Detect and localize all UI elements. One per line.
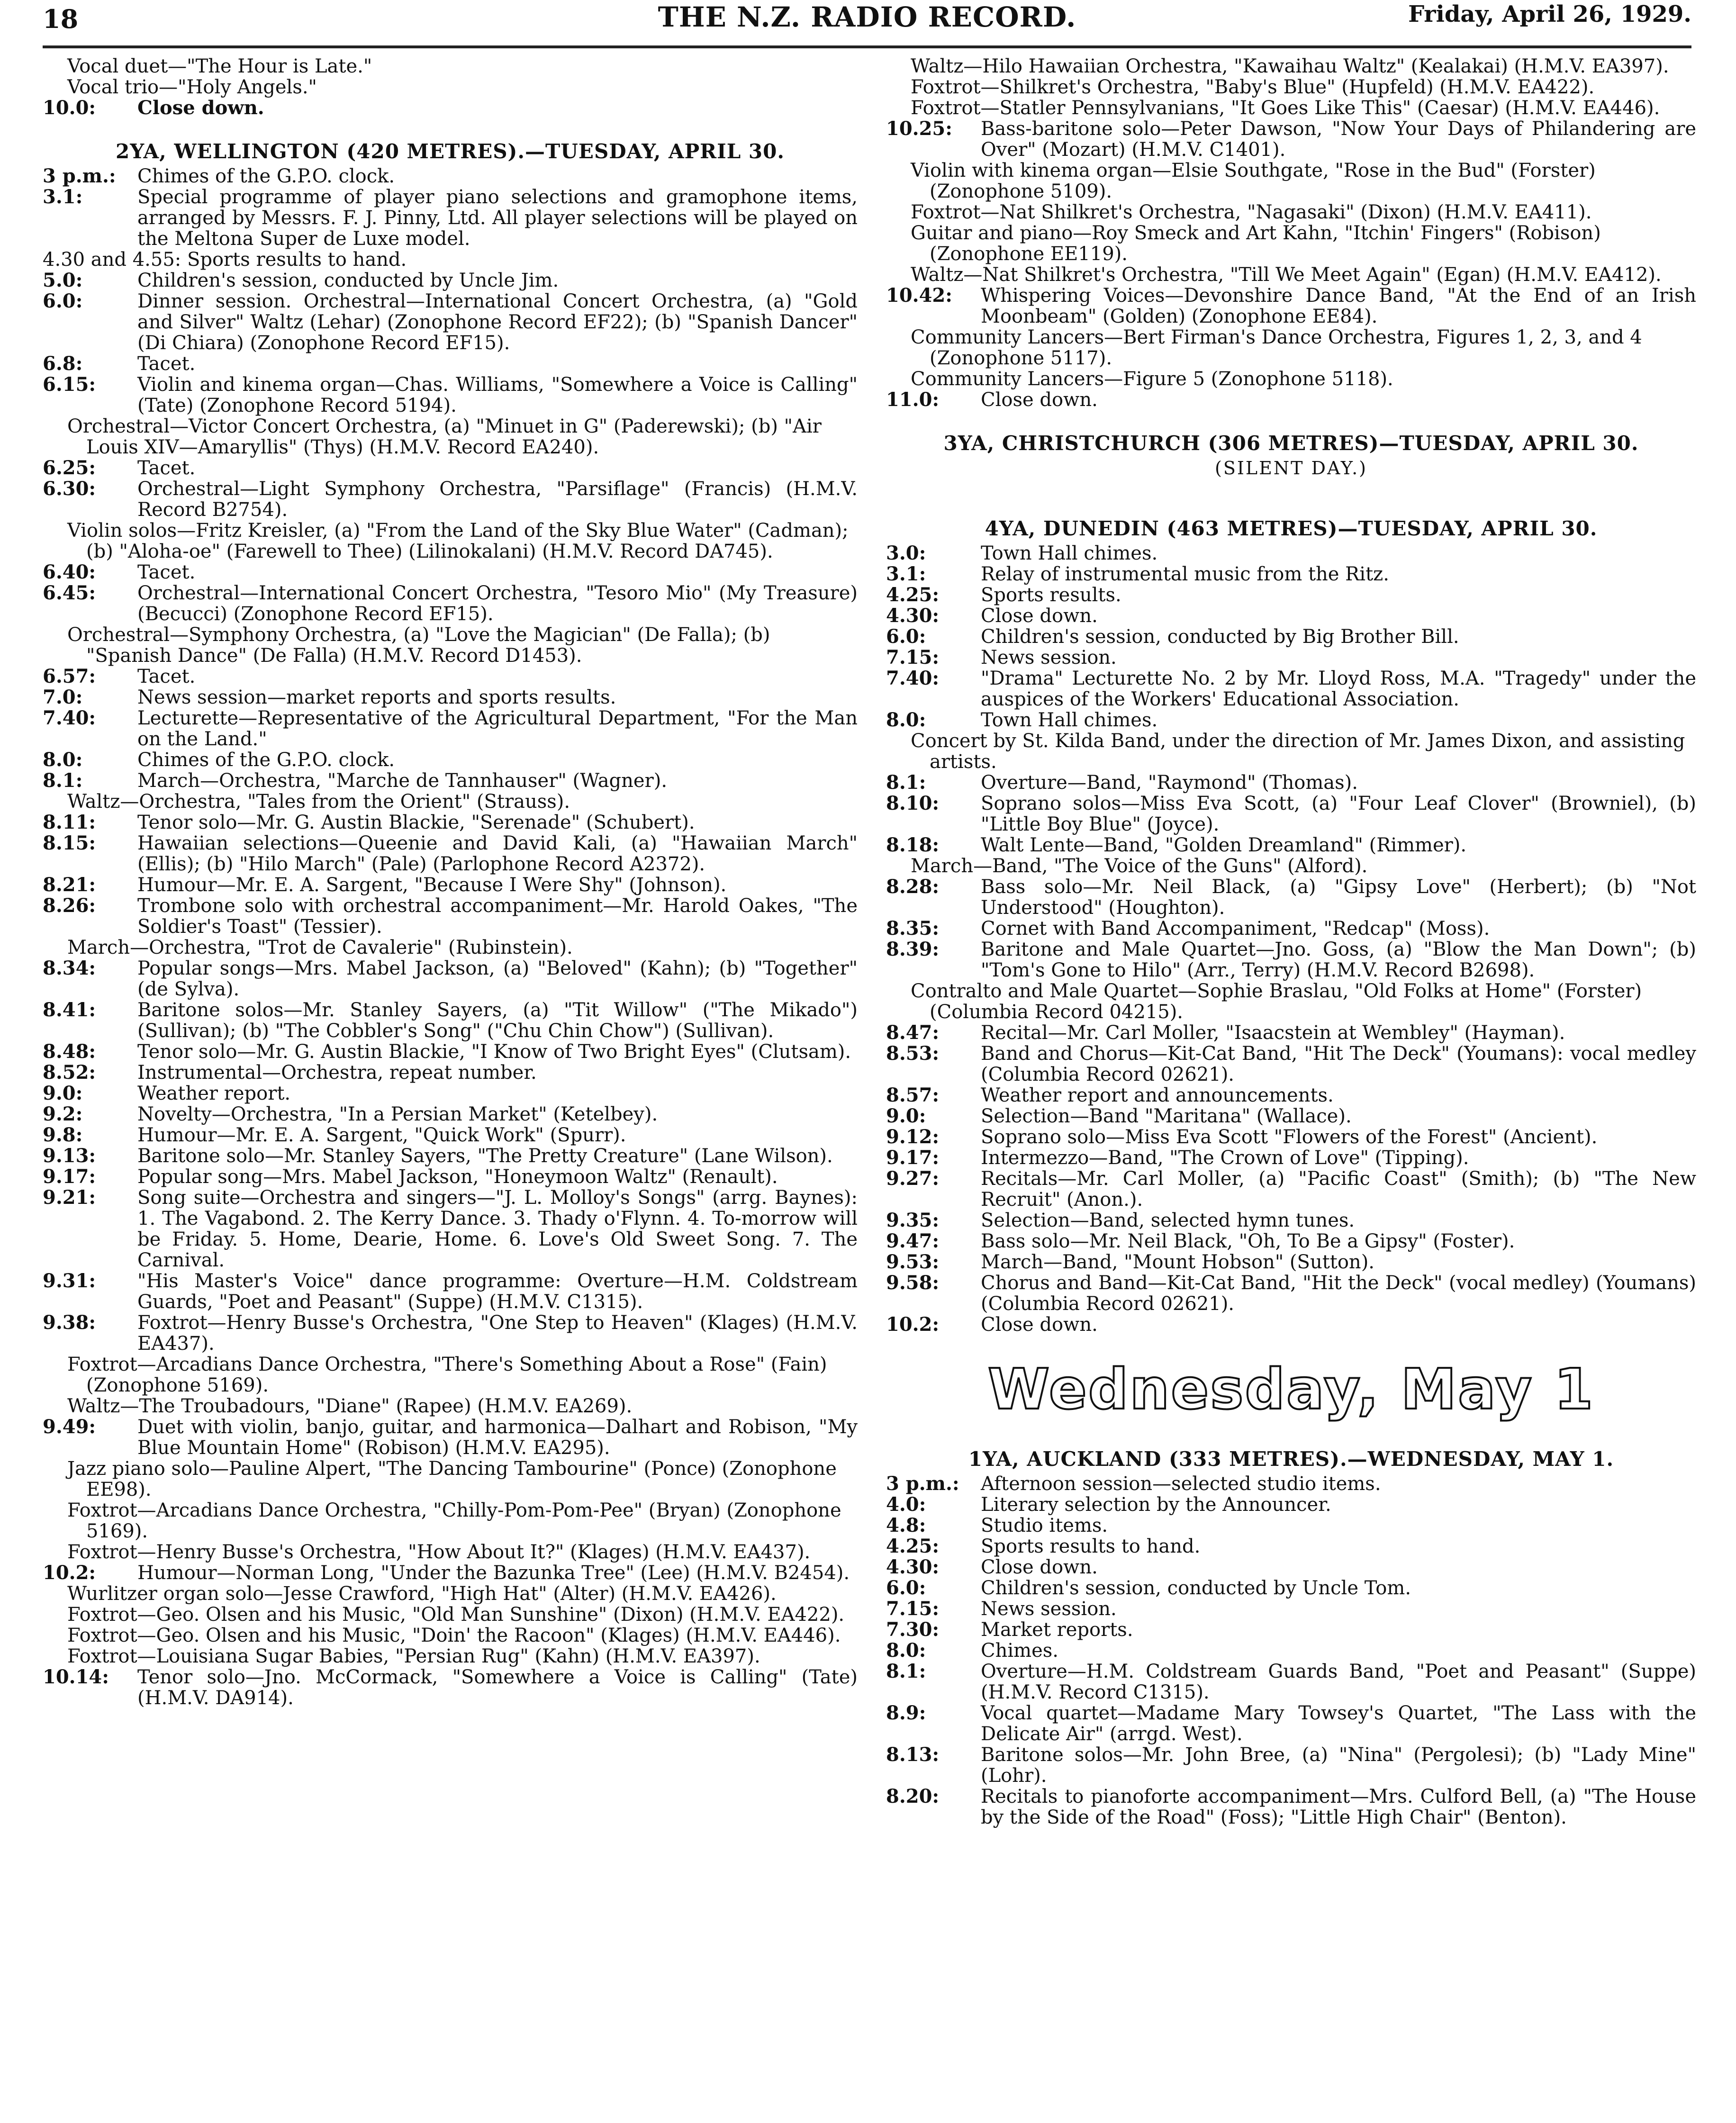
programme-entry bbox=[886, 668, 1696, 710]
entry-text: Selection—Band "Maritana" (Wallace). bbox=[981, 1105, 1352, 1127]
entry-time: 11.0: bbox=[886, 388, 940, 411]
programme-continuation: Orchestral—Symphony Orchestra, (a) "Love the Magician" (De Falla); (b) "Spanish Dance" (De Falla) (H.M.V. Record D1453). bbox=[67, 624, 770, 667]
programme-entry bbox=[43, 1104, 858, 1125]
programme-continuation: Foxtrot—Geo. Olsen and his Music, "Doin' the Racoon" (Klages) (H.M.V. EA446). bbox=[67, 1625, 841, 1646]
entry-time: 9.35: bbox=[886, 1209, 940, 1231]
programme-entry bbox=[43, 812, 858, 833]
programme-continuation: Waltz—Nat Shilkret's Orchestra, "Till We Meet Again" (Egan) (H.M.V. EA412). bbox=[911, 264, 1662, 286]
programme-entry bbox=[43, 270, 858, 291]
programme-entry bbox=[43, 166, 858, 187]
programme-entry bbox=[43, 770, 858, 791]
programme-entry bbox=[43, 687, 858, 708]
section-gap bbox=[886, 410, 1696, 427]
entry-time: 10.25: bbox=[886, 117, 953, 140]
programme-entry bbox=[43, 353, 858, 374]
programme-continuation: Contralto and Male Quartet—Sophie Braslau, "Old Folks at Home" (Forster) (Columbia Record 04215). bbox=[911, 980, 1642, 1023]
entry-text: Bass-baritone solo—Peter Dawson, "Now Your Days of Philandering are Over" (Mozart) (H.M.V. C1401). bbox=[981, 118, 1696, 161]
entry-time: 9.2: bbox=[43, 1103, 83, 1125]
entry-time: 6.25: bbox=[43, 457, 96, 479]
programme-entry bbox=[886, 1252, 1696, 1273]
programme-continuation: Foxtrot—Arcadians Dance Orchestra, "There's Something About a Rose" (Fain) (Zonophone 5169). bbox=[67, 1354, 827, 1396]
programme-entry bbox=[43, 1041, 858, 1062]
programme-entry bbox=[43, 958, 858, 1000]
station-note: (SILENT DAY.) bbox=[1215, 458, 1367, 479]
programme-continuation: Foxtrot—Arcadians Dance Orchestra, "Chilly-Pom-Pom-Pee" (Bryan) (Zonophone 5169). bbox=[67, 1500, 841, 1542]
programme-entry bbox=[43, 291, 858, 353]
programme-entry bbox=[43, 1125, 858, 1146]
entry-text: Humour—Mr. E. A. Sargent, "Quick Work" (Spurr). bbox=[137, 1124, 626, 1146]
entry-time: 9.31: bbox=[43, 1270, 96, 1292]
programme-entry bbox=[43, 1417, 858, 1458]
programme-entry bbox=[43, 666, 858, 687]
entry-time: 8.0: bbox=[886, 709, 926, 731]
programme-entry bbox=[886, 1314, 1696, 1335]
entry-time: 8.34: bbox=[43, 957, 96, 979]
entry-time: 10.2: bbox=[886, 1313, 940, 1336]
entry-text: Tenor solo—Jno. McCormack, "Somewhere a Voice is Calling" (Tate) (H.M.V. DA914). bbox=[137, 1666, 858, 1709]
entry-time: 8.39: bbox=[886, 938, 940, 960]
entry-text: News session. bbox=[981, 1598, 1117, 1620]
programme-entry bbox=[886, 1661, 1696, 1703]
programme-continuation: Waltz—Hilo Hawaiian Orchestra, "Kawaihau Waltz" (Kealakai) (H.M.V. EA397). bbox=[911, 55, 1669, 77]
entry-time: 5.0: bbox=[43, 269, 83, 291]
station-heading: 4YA, DUNEDIN (463 METRES)—TUESDAY, APRIL 30. bbox=[985, 517, 1598, 540]
programme-entry bbox=[886, 1043, 1696, 1085]
programme-entry bbox=[43, 562, 858, 583]
programme-continuation: Waltz—Orchestra, "Tales from the Orient" (Strauss). bbox=[67, 791, 570, 813]
entry-time: 6.40: bbox=[43, 561, 96, 583]
programme-entry bbox=[886, 1557, 1696, 1578]
entry-text: Town Hall chimes. bbox=[981, 542, 1158, 564]
entry-text: Tacet. bbox=[137, 457, 196, 479]
programme-entry: 4.30 and 4.55: Sports results to hand. bbox=[43, 249, 407, 271]
entry-text: Whispering Voices—Devonshire Dance Band, "At the End of an Irish Moonbeam" (Golden) (Zonophone EE84). bbox=[981, 285, 1696, 327]
entry-text: Popular songs—Mrs. Mabel Jackson, (a) "Beloved" (Kahn); (b) "Together" (de Sylva). bbox=[137, 958, 858, 1000]
programme-entry bbox=[886, 1494, 1696, 1515]
entry-time: 6.0: bbox=[43, 290, 83, 312]
programme-entry bbox=[886, 626, 1696, 647]
entry-text: Relay of instrumental music from the Ritz. bbox=[981, 563, 1389, 585]
entry-time: 8.10: bbox=[886, 792, 940, 814]
entry-text: Tenor solo—Mr. G. Austin Blackie, "Serenade" (Schubert). bbox=[137, 812, 695, 833]
entry-text: Song suite—Orchestra and singers—"J. L. Molloy's Songs" (arrg. Baynes): 1. The Vagabond. 2. The Kerry Dance. 3. Thady o'Flynn. 4. To-morrow will be Friday. 5. Home, Dearie, Home. 6. Love's Old Sweet Song. 7. The Carnival. bbox=[137, 1187, 858, 1271]
entry-text: Baritone and Male Quartet—Jno. Goss, (a) "Blow the Man Down"; (b) "Tom's Gone to Hilo" (Arr., Terry) (H.M.V. Record B2698). bbox=[981, 939, 1696, 981]
programme-entry bbox=[886, 1578, 1696, 1599]
entry-text: Walt Lente—Band, "Golden Dreamland" (Rimmer). bbox=[981, 834, 1467, 856]
programme-entry bbox=[886, 1744, 1696, 1786]
entry-time: 8.47: bbox=[886, 1021, 940, 1044]
entry-time: 8.26: bbox=[43, 894, 96, 917]
programme-continuation: Violin with kinema organ—Elsie Southgate, "Rose in the Bud" (Forster) (Zonophone 5109). bbox=[911, 160, 1596, 202]
entry-time: 8.21: bbox=[43, 874, 96, 896]
entry-time: 4.30: bbox=[886, 1556, 940, 1578]
programme-entry bbox=[43, 895, 858, 937]
programme-entry bbox=[886, 1210, 1696, 1231]
entry-text: News session. bbox=[981, 647, 1117, 669]
programme-entry bbox=[886, 1231, 1696, 1252]
entry-text: Popular song—Mrs. Mabel Jackson, "Honeymoon Waltz" (Renault). bbox=[137, 1166, 778, 1188]
entry-time: 8.41: bbox=[43, 999, 96, 1021]
programme-continuation: Community Lancers—Bert Firman's Dance Orchestra, Figures 1, 2, 3, and 4 (Zonophone 5117). bbox=[911, 326, 1642, 369]
entry-text: "Drama" Lecturette No. 2 by Mr. Lloyd Ross, M.A. "Tragedy" under the auspices of the Workers' Educational Association. bbox=[981, 668, 1696, 710]
entry-text: Sports results. bbox=[981, 584, 1121, 606]
entry-time: 8.20: bbox=[886, 1785, 940, 1807]
entry-time: 8.0: bbox=[886, 1639, 926, 1662]
entry-text: Children's session, conducted by Uncle Tom. bbox=[981, 1577, 1411, 1599]
programme-entry bbox=[886, 918, 1696, 939]
entry-time: 6.57: bbox=[43, 665, 96, 687]
entry-text: Afternoon session—selected studio items. bbox=[981, 1473, 1381, 1495]
entry-text: Literary selection by the Announcer. bbox=[981, 1494, 1331, 1516]
entry-time: 8.28: bbox=[886, 876, 940, 898]
programme-entry bbox=[886, 1106, 1696, 1127]
entry-time: 3 p.m.: bbox=[43, 165, 116, 187]
programme-entry bbox=[43, 1000, 858, 1041]
entry-time: 3.1: bbox=[43, 186, 83, 208]
entry-text: Recital—Mr. Carl Moller, "Isaacstein at Wembley" (Hayman). bbox=[981, 1022, 1565, 1044]
programme-entry bbox=[886, 1168, 1696, 1210]
page-header bbox=[43, 0, 1691, 52]
entry-text: Selection—Band, selected hymn tunes. bbox=[981, 1210, 1355, 1231]
entry-time: 6.30: bbox=[43, 478, 96, 500]
entry-time: 7.40: bbox=[43, 707, 96, 729]
entry-text: Close down. bbox=[981, 1556, 1098, 1578]
programme-continuation: Foxtrot—Geo. Olsen and his Music, "Old Man Sunshine" (Dixon) (H.M.V. EA422). bbox=[67, 1604, 845, 1626]
entry-text: Tacet. bbox=[137, 561, 196, 583]
programme-entry bbox=[43, 1312, 858, 1354]
entry-time: 8.1: bbox=[43, 769, 83, 792]
entry-time: 3.0: bbox=[886, 542, 926, 564]
entry-text: Duet with violin, banjo, guitar, and harmonica—Dalhart and Robison, "My Blue Mountain Home" (Robison) (H.M.V. EA295). bbox=[137, 1416, 858, 1459]
entry-time: 6.0: bbox=[886, 625, 926, 648]
entry-time: 7.40: bbox=[886, 667, 940, 689]
programme-entry bbox=[43, 1062, 858, 1083]
programme-entry bbox=[886, 118, 1696, 160]
entry-text: Close down. bbox=[981, 605, 1098, 627]
programme-entry bbox=[886, 647, 1696, 668]
programme-entry bbox=[886, 1127, 1696, 1147]
entry-text: Soprano solo—Miss Eva Scott "Flowers of the Forest" (Ancient). bbox=[981, 1126, 1598, 1148]
programme-entry bbox=[43, 479, 858, 520]
entry-text: Instrumental—Orchestra, repeat number. bbox=[137, 1062, 537, 1084]
entry-time: 3.1: bbox=[886, 563, 926, 585]
entry-text: Hawaiian selections—Queenie and David Kali, (a) "Hawaiian March" (Ellis); (b) "Hilo March" (Pale) (Parlophone Record A2372). bbox=[137, 832, 858, 875]
page-number: 18 bbox=[43, 4, 79, 34]
programme-continuation: Vocal trio—"Holy Angels." bbox=[67, 76, 317, 98]
station-heading: 1YA, AUCKLAND (333 METRES).—WEDNESDAY, MAY 1. bbox=[968, 1447, 1614, 1471]
programme-continuation: Jazz piano solo—Pauline Alpert, "The Dancing Tambourine" (Ponce) (Zonophone EE98). bbox=[67, 1458, 837, 1500]
entry-text: March—Orchestra, "Marche de Tannhauser" (Wagner). bbox=[137, 770, 668, 792]
entry-time: 8.48: bbox=[43, 1040, 96, 1063]
entry-time: 9.8: bbox=[43, 1124, 83, 1146]
programme-continuation: Foxtrot—Louisiana Sugar Babies, "Persian Rug" (Kahn) (H.M.V. EA397). bbox=[67, 1645, 760, 1667]
entry-time: 10.2: bbox=[43, 1562, 96, 1584]
entry-time: 4.25: bbox=[886, 1535, 940, 1557]
programme-entry bbox=[43, 1667, 858, 1708]
entry-time: 9.0: bbox=[43, 1082, 83, 1104]
entry-text: Studio items. bbox=[981, 1515, 1108, 1536]
entry-time: 9.17: bbox=[886, 1147, 940, 1169]
programme-entry bbox=[886, 1085, 1696, 1106]
programme-entry bbox=[43, 1146, 858, 1166]
entry-time: 8.18: bbox=[886, 834, 940, 856]
entry-time: 8.53: bbox=[886, 1042, 940, 1065]
entry-time: 10.14: bbox=[43, 1666, 109, 1688]
programme-continuation: Foxtrot—Henry Busse's Orchestra, "How About It?" (Klages) (H.M.V. EA437). bbox=[67, 1541, 811, 1563]
entry-time: 10.42: bbox=[886, 284, 953, 307]
publication-title: THE N.Z. RADIO RECORD. bbox=[658, 1, 1076, 33]
entry-time: 8.57: bbox=[886, 1084, 940, 1106]
day-heading: Wednesday, May 1 bbox=[987, 1356, 1595, 1422]
entry-time: 8.9: bbox=[886, 1702, 926, 1724]
entry-text: Tacet. bbox=[137, 666, 196, 687]
programme-entry bbox=[886, 1273, 1696, 1314]
entry-time: 9.53: bbox=[886, 1251, 940, 1273]
entry-text: Orchestral—Light Symphony Orchestra, "Parsiflage" (Francis) (H.M.V. Record B2754). bbox=[137, 478, 858, 521]
entry-time: 6.45: bbox=[43, 582, 96, 604]
entry-text: Soprano solos—Miss Eva Scott, (a) "Four Leaf Clover" (Browniel), (b) "Little Boy Blue" (Joyce). bbox=[981, 793, 1696, 835]
programme-entry bbox=[886, 1703, 1696, 1744]
programme-entry bbox=[886, 285, 1696, 327]
entry-text: Close down. bbox=[137, 97, 264, 119]
programme-entry bbox=[886, 793, 1696, 835]
entry-time: 8.11: bbox=[43, 811, 96, 833]
left-column bbox=[43, 56, 858, 1708]
entry-text: Trombone solo with orchestral accompaniment—Mr. Harold Oakes, "The Soldier's Toast" (Tessier). bbox=[137, 895, 858, 938]
programme-continuation: Guitar and piano—Roy Smeck and Art Kahn, "Itchin' Fingers" (Robison) (Zonophone EE119). bbox=[911, 222, 1601, 265]
entry-time: 9.49: bbox=[43, 1416, 96, 1438]
programme-entry bbox=[886, 1619, 1696, 1640]
entry-time: 3 p.m.: bbox=[886, 1473, 959, 1495]
programme-entry bbox=[43, 187, 858, 249]
section-gap bbox=[886, 496, 1696, 513]
entry-text: Tenor solo—Mr. G. Austin Blackie, "I Know of Two Bright Eyes" (Clutsam). bbox=[137, 1041, 851, 1063]
programme-continuation: Orchestral—Victor Concert Orchestra, (a) "Minuet in G" (Paderewski); (b) "Air Louis XIV—Amaryllis" (Thys) (H.M.V. Record EA240). bbox=[67, 416, 822, 458]
entry-text: Humour—Mr. E. A. Sargent, "Because I Were Shy" (Johnson). bbox=[137, 874, 727, 896]
programme-entry bbox=[886, 1147, 1696, 1168]
programme-entry bbox=[886, 1640, 1696, 1661]
entry-time: 4.8: bbox=[886, 1514, 926, 1536]
entry-time: 4.25: bbox=[886, 584, 940, 606]
entry-text: Market reports. bbox=[981, 1619, 1133, 1641]
entry-text: Violin and kinema organ—Chas. Williams, "Somewhere a Voice is Calling" (Tate) (Zonophone Record 5194). bbox=[137, 374, 858, 416]
entry-time: 9.58: bbox=[886, 1272, 940, 1294]
programme-entry bbox=[886, 939, 1696, 981]
programme-entry bbox=[886, 1599, 1696, 1619]
entry-text: Vocal quartet—Madame Mary Towsey's Quartet, "The Lass with the Delicate Air" (arrgd. West). bbox=[981, 1702, 1696, 1745]
entry-time: 7.15: bbox=[886, 1598, 940, 1620]
entry-time: 9.47: bbox=[886, 1230, 940, 1252]
entry-time: 8.15: bbox=[43, 832, 96, 854]
programme-continuation: Vocal duet—"The Hour is Late." bbox=[67, 55, 372, 77]
entry-text: Band and Chorus—Kit-Cat Band, "Hit The Deck" (Youmans): vocal medley (Columbia Record 02621). bbox=[981, 1043, 1696, 1085]
programme-continuation: Foxtrot—Nat Shilkret's Orchestra, "Nagasaki" (Dixon) (H.M.V. EA411). bbox=[911, 201, 1592, 223]
entry-text: Foxtrot—Henry Busse's Orchestra, "One Step to Heaven" (Klages) (H.M.V. EA437). bbox=[137, 1312, 858, 1355]
entry-text: Baritone solos—Mr. John Bree, (a) "Nina" (Pergolesi); (b) "Lady Mine" (Lohr). bbox=[981, 1744, 1696, 1787]
programme-entry bbox=[886, 1473, 1696, 1494]
entry-time: 7.30: bbox=[886, 1618, 940, 1641]
entry-text: Close down. bbox=[981, 1314, 1098, 1336]
entry-text: Sports results to hand. bbox=[981, 1536, 1201, 1557]
programme-continuation: Waltz—The Troubadours, "Diane" (Rapee) (H.M.V. EA269). bbox=[67, 1395, 633, 1417]
entry-text: Chimes of the G.P.O. clock. bbox=[137, 749, 395, 771]
entry-time: 8.52: bbox=[43, 1061, 96, 1084]
entry-text: March—Band, "Mount Hobson" (Sutton). bbox=[981, 1251, 1375, 1273]
programme-entry bbox=[43, 1271, 858, 1312]
entry-text: Baritone solo—Mr. Stanley Sayers, "The Pretty Creature" (Lane Wilson). bbox=[137, 1145, 833, 1167]
entry-time: 6.8: bbox=[43, 352, 83, 375]
entry-text: Children's session, conducted by Uncle Jim. bbox=[137, 270, 559, 291]
programme-entry bbox=[43, 875, 858, 895]
entry-text: Weather report and announcements. bbox=[981, 1084, 1334, 1106]
entry-time: 6.15: bbox=[43, 373, 96, 396]
entry-text: Cornet with Band Accompaniment, "Redcap" (Moss). bbox=[981, 918, 1490, 940]
programme-entry bbox=[886, 1022, 1696, 1043]
entry-text: Dinner session. Orchestral—International Concert Orchestra, (a) "Gold and Silver" Waltz (Lehar) (Zonophone Record EF22); (b) "Spanish Dancer" (Di Chiara) (Zonophone Record EF15). bbox=[137, 290, 858, 354]
programme-entry bbox=[43, 708, 858, 750]
programme-entry bbox=[886, 835, 1696, 856]
programme-continuation: Foxtrot—Shilkret's Orchestra, "Baby's Blue" (Hupfeld) (H.M.V. EA422). bbox=[911, 76, 1595, 98]
programme-continuation: Wurlitzer organ solo—Jesse Crawford, "High Hat" (Alter) (H.M.V. EA426). bbox=[67, 1583, 777, 1605]
programme-continuation: Community Lancers—Figure 5 (Zonophone 5118). bbox=[911, 368, 1393, 390]
entry-time: 9.0: bbox=[886, 1105, 926, 1127]
entry-time: 9.38: bbox=[43, 1311, 96, 1334]
entry-text: Baritone solos—Mr. Stanley Sayers, (a) "Tit Willow" ("The Mikado") (Sullivan); (b) "The Cobbler's Song" ("Chu Chin Chow") (Sullivan). bbox=[137, 999, 858, 1042]
programme-entry bbox=[886, 772, 1696, 793]
entry-text: News session—market reports and sports results. bbox=[137, 687, 616, 708]
entry-time: 6.0: bbox=[886, 1577, 926, 1599]
programme-continuation: March—Orchestra, "Trot de Cavalerie" (Rubinstein). bbox=[67, 937, 573, 958]
programme-entry bbox=[886, 1536, 1696, 1557]
programme-entry bbox=[886, 1786, 1696, 1828]
right-column bbox=[886, 56, 1696, 1828]
entry-time: 8.0: bbox=[43, 749, 83, 771]
programme-entry bbox=[43, 374, 858, 416]
entry-time: 4.30: bbox=[886, 605, 940, 627]
entry-time: 9.27: bbox=[886, 1167, 940, 1190]
entry-text: Orchestral—International Concert Orchestra, "Tesoro Mio" (My Treasure) (Becucci) (Zonophone Record EF15). bbox=[137, 582, 858, 625]
entry-time: 10.0: bbox=[43, 97, 96, 119]
station-heading: 3YA, CHRISTCHURCH (306 METRES)—TUESDAY, APRIL 30. bbox=[943, 432, 1639, 455]
entry-text: Bass solo—Mr. Neil Black, (a) "Gipsy Love" (Herbert); (b) "Not Understood" (Houghton). bbox=[981, 876, 1696, 919]
entry-text: Weather report. bbox=[137, 1083, 291, 1104]
entry-text: Overture—Band, "Raymond" (Thomas). bbox=[981, 772, 1358, 794]
programme-entry bbox=[43, 1083, 858, 1104]
entry-text: Chorus and Band—Kit-Cat Band, "Hit the Deck" (vocal medley) (Youmans) (Columbia Record 02621). bbox=[981, 1272, 1696, 1315]
entry-text: Overture—H.M. Coldstream Guards Band, "Poet and Peasant" (Suppe) (H.M.V. Record C1315). bbox=[981, 1661, 1696, 1703]
programme-continuation: Violin solos—Fritz Kreisler, (a) "From the Land of the Sky Blue Water" (Cadman); (b) "Aloha-oe" (Farewell to Thee) (Lilinokalani) (H.M.V. Record DA745). bbox=[67, 520, 849, 562]
entry-text: Recitals to pianoforte accompaniment—Mrs. Culford Bell, (a) "The House by the Side of the Road" (Foss); "Little High Chair" (Benton). bbox=[981, 1786, 1696, 1828]
programme-entry bbox=[886, 710, 1696, 731]
entry-time: 7.15: bbox=[886, 646, 940, 669]
entry-text: Special programme of player piano selections and gramophone items, arranged by Messrs. F. J. Pinny, Ltd. All player selections will be played on the Meltona Super de Luxe model. bbox=[137, 186, 858, 250]
programme-entry bbox=[886, 564, 1696, 585]
entry-time: 4.0: bbox=[886, 1493, 926, 1516]
programme-entry bbox=[886, 389, 1696, 410]
entry-text: Tacet. bbox=[137, 353, 196, 375]
entry-time: 8.35: bbox=[886, 917, 940, 940]
entry-text: Children's session, conducted by Big Brother Bill. bbox=[981, 626, 1459, 648]
entry-text: Town Hall chimes. bbox=[981, 709, 1158, 731]
entry-time: 8.13: bbox=[886, 1744, 940, 1766]
programme-entry bbox=[43, 1166, 858, 1187]
station-heading: 2YA, WELLINGTON (420 METRES).—TUESDAY, APRIL 30. bbox=[116, 140, 785, 163]
entry-text: Lecturette—Representative of the Agricultural Department, "For the Man on the Land." bbox=[137, 707, 858, 750]
entry-time: 8.1: bbox=[886, 771, 926, 794]
programme-entry bbox=[43, 1187, 858, 1271]
entry-time: 9.21: bbox=[43, 1186, 96, 1209]
programme-continuation: Foxtrot—Statler Pennsylvanians, "It Goes Like This" (Caesar) (H.M.V. EA446). bbox=[911, 97, 1660, 119]
programme-entry bbox=[43, 98, 858, 118]
programme-continuation: March—Band, "The Voice of the Guns" (Alford). bbox=[911, 855, 1368, 877]
entry-time: 8.1: bbox=[886, 1660, 926, 1682]
entry-time: 7.0: bbox=[43, 686, 83, 708]
entry-text: Close down. bbox=[981, 389, 1098, 411]
section-gap bbox=[43, 118, 858, 136]
header-rule bbox=[43, 45, 1691, 48]
entry-time: 9.12: bbox=[886, 1126, 940, 1148]
entry-text: Chimes. bbox=[981, 1640, 1059, 1662]
section-gap bbox=[886, 1426, 1696, 1443]
issue-date: Friday, April 26, 1929. bbox=[1408, 1, 1691, 27]
programme-entry bbox=[886, 543, 1696, 564]
entry-text: Chimes of the G.P.O. clock. bbox=[137, 165, 395, 187]
programme-entry bbox=[43, 1563, 858, 1583]
programme-entry bbox=[43, 458, 858, 479]
entry-time: 9.17: bbox=[43, 1165, 96, 1188]
entry-text: Recitals—Mr. Carl Moller, (a) "Pacific Coast" (Smith); (b) "The New Recruit" (Anon.). bbox=[981, 1168, 1696, 1211]
programme-entry bbox=[43, 583, 858, 624]
entry-text: Novelty—Orchestra, "In a Persian Market" (Ketelbey). bbox=[137, 1103, 658, 1125]
programme-entry bbox=[886, 585, 1696, 605]
programme-entry bbox=[43, 833, 858, 875]
programme-entry bbox=[886, 605, 1696, 626]
entry-text: Bass solo—Mr. Neil Black, "Oh, To Be a Gipsy" (Foster). bbox=[981, 1230, 1515, 1252]
programme-continuation: Concert by St. Kilda Band, under the direction of Mr. James Dixon, and assisting artists. bbox=[911, 730, 1685, 773]
entry-text: "His Master's Voice" dance programme: Overture—H.M. Coldstream Guards, "Poet and Peasant" (Suppe) (H.M.V. C1315). bbox=[137, 1270, 858, 1313]
entry-time: 9.13: bbox=[43, 1145, 96, 1167]
entry-text: Intermezzo—Band, "The Crown of Love" (Tipping). bbox=[981, 1147, 1469, 1169]
programme-entry bbox=[43, 750, 858, 770]
entry-text: Humour—Norman Long, "Under the Bazunka Tree" (Lee) (H.M.V. B2454). bbox=[137, 1562, 850, 1584]
programme-entry bbox=[886, 1515, 1696, 1536]
programme-entry bbox=[886, 876, 1696, 918]
